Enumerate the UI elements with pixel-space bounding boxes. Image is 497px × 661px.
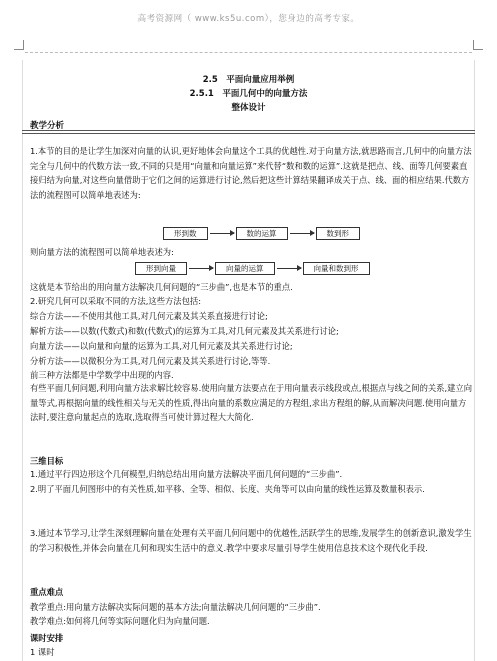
analysis-title: 教学分析 (30, 121, 65, 131)
header-divider (25, 52, 472, 53)
goal-item: 3.通过本节学习,让学生深刻理解向量在处理有关平面几何问题中的优越性,活跃学生的思维,发展学生的创新意识,激发学生的学习积极性,并体会向量在几何和现实生活中的意义.教学中要求尽量引导学生使用信息技术这个现代化手段. (30, 528, 472, 553)
focus-difficulty: 教学难点:如何将几何等实际问题化归为向量问题. (30, 616, 210, 626)
text-line: 综合方法——不使用其他工具,对几何元素及其关系直接进行讨论; (30, 311, 268, 321)
text-line: 这就是本节给出的用向量方法解决几何问题的“三步曲”,也是本节的重点. (30, 282, 293, 292)
text-line: 分析方法——以微积分为工具,对几何元素及其关系进行讨论,等等. (30, 356, 271, 366)
flow-box: 数的运算 (236, 227, 288, 240)
section-rule (22, 130, 475, 131)
left-margin-line (22, 60, 23, 661)
text-line: 前三种方法都是中学数学中出现的内容. (30, 370, 174, 380)
flow-box: 形到向量 (135, 262, 187, 275)
flow-arrow (210, 233, 234, 234)
focus-title: 重点难点 (30, 587, 64, 597)
text-line: 向量方法——以向量和向量的运算为工具,对几何元素及其关系进行讨论; (30, 341, 293, 351)
section-heading: 2.5.1 平面几何中的向量方法 (189, 89, 308, 99)
schedule-value: 1 课时 (30, 647, 55, 657)
text-line: 解析方法——以数(代数式)和数(代数式)的运算为工具,对几何元素及其关系进行讨论; (30, 326, 339, 336)
flow2-intro: 则向量方法的流程图可以简单地表述为: (30, 247, 174, 257)
goals-title: 三维目标 (30, 456, 64, 466)
flow-box: 向量和数到形 (303, 262, 370, 275)
crop-mark-top-left (14, 40, 24, 50)
subtitle-heading: 整体设计 (231, 103, 266, 113)
focus-key: 教学重点:用向量方法解决实际问题的基本方法;向量法解决几何问题的“三步曲”. (30, 602, 321, 612)
crop-mark-top-right (473, 40, 483, 50)
vector-flowchart (135, 262, 370, 275)
flow-box: 数到形 (316, 227, 361, 240)
flow-box: 向量的运算 (215, 262, 275, 275)
flow-box: 形到数 (163, 227, 208, 240)
algebra-flowchart (163, 227, 360, 240)
section-rule-thin (22, 133, 475, 134)
watermark-header: 高考资源网（ www.ks5u.com），您身边的高考专家。 (137, 14, 360, 24)
analysis-intro: 1.本节的目的是让学生加深对向量的认识,更好地体会向量这个工具的优越性.对于向量方法,就思路而言,几何中的向量方法完全与几何中的代数方法一致,不同的只是用“向量和向量运算”来代替“数和数的运算”.这就是把点、线、面等几何要素直接归结为向量,对这些向量借助于它们之间的运算进行讨论,然后把这些计算结果翻译成关于点、线、面的相应结果.代数方法的流程图可以简单地表述为: (30, 146, 472, 200)
text-line: 2.研究几何可以采取不同的方法,这些方法包括: (30, 296, 201, 306)
analysis-paragraph-3: 有些平面几何问题,利用向量方法求解比较容易.使用向量方法要点在于用向量表示线段或点,根据点与线之间的关系,建立向量等式,再根据向量的线性相关与无关的性质,得出向量的系数应满足的方程组,求出方程组的解,从而解决问题.使用向量方法时,要注意向量起点的选取,选取得当可使计算过程大大简化. (30, 383, 472, 423)
schedule-title: 课时安排 (30, 633, 64, 643)
goal-item: 2.明了平面几何图形中的有关性质,如平移、全等、相似、长度、夹角等可以由向量的线性运算及数量积表示. (30, 484, 425, 494)
chapter-heading: 2.5 平面向量应用举例 (202, 75, 295, 85)
right-margin-line (474, 60, 475, 661)
goal-item: 1.通过平行四边形这个几何模型,归纳总结出用向量方法解决平面几何问题的“三步曲”. (30, 469, 343, 479)
flow-arrow (277, 268, 301, 269)
flow-arrow (290, 233, 314, 234)
flow-arrow (189, 268, 213, 269)
